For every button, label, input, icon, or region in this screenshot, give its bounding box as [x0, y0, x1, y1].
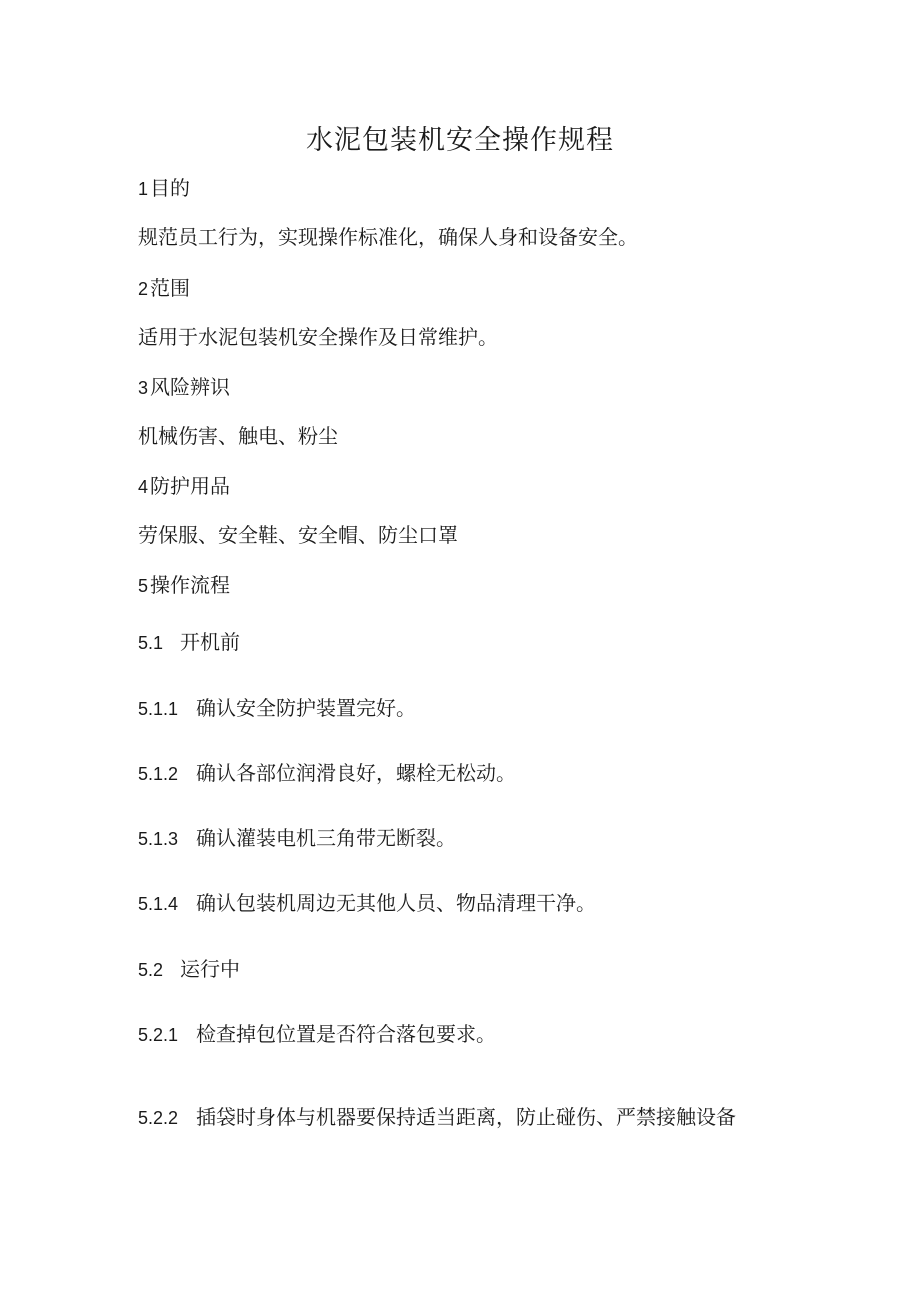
section-number: 5 — [138, 576, 149, 596]
item-text: 插袋时身体与机器要保持适当距离，防止碰伤、严禁接触设备 — [196, 1105, 736, 1129]
section-heading-text: 操作流程 — [150, 573, 231, 597]
item-number: 5.1.3 — [138, 829, 179, 849]
item-number: 5.1.1 — [138, 699, 179, 719]
section-heading-procedure — [138, 571, 230, 600]
document-title: 水泥包装机安全操作规程 — [306, 125, 614, 156]
section-heading-risk — [138, 373, 230, 402]
procedure-item — [138, 824, 456, 853]
section-heading-text: 目的 — [150, 176, 191, 200]
section-heading-purpose — [138, 174, 190, 203]
subsection-text: 开机前 — [180, 630, 240, 654]
procedure-item — [138, 889, 596, 918]
item-text: 检查掉包位置是否符合落包要求。 — [196, 1022, 496, 1046]
item-text: 确认安全防护装置完好。 — [196, 696, 416, 720]
section-heading-text: 防护用品 — [150, 474, 231, 498]
section-body-purpose: 规范员工行为，实现操作标准化，确保人身和设备安全。 — [138, 225, 638, 249]
section-number: 3 — [138, 378, 149, 398]
section-body-risk: 机械伤害、触电、粉尘 — [138, 424, 338, 448]
section-number: 4 — [138, 477, 149, 497]
item-text: 确认各部位润滑良好，螺栓无松动。 — [196, 761, 516, 785]
subsection-running — [138, 955, 240, 984]
item-text: 确认包装机周边无其他人员、物品清理干净。 — [196, 891, 596, 915]
section-heading-text: 风险辨识 — [150, 375, 231, 399]
section-body-scope: 适用于水泥包装机安全操作及日常维护。 — [138, 325, 498, 349]
section-heading-ppe — [138, 472, 230, 501]
section-number: 1 — [138, 179, 149, 199]
item-number: 5.1.2 — [138, 764, 179, 784]
item-number: 5.2.1 — [138, 1025, 179, 1045]
section-heading-text: 范围 — [150, 276, 191, 300]
subsection-text: 运行中 — [180, 957, 240, 981]
item-number: 5.2.2 — [138, 1108, 179, 1128]
section-heading-scope — [138, 274, 190, 303]
item-text: 确认灌装电机三角带无断裂。 — [196, 826, 456, 850]
procedure-item — [138, 1103, 736, 1132]
procedure-item — [138, 759, 516, 788]
item-number: 5.1.4 — [138, 894, 179, 914]
section-body-ppe: 劳保服、安全鞋、安全帽、防尘口罩 — [138, 523, 458, 547]
subsection-number: 5.1 — [138, 633, 164, 653]
section-number: 2 — [138, 279, 149, 299]
procedure-item — [138, 1020, 496, 1049]
subsection-before-start — [138, 628, 240, 657]
procedure-item — [138, 694, 416, 723]
subsection-number: 5.2 — [138, 960, 164, 980]
